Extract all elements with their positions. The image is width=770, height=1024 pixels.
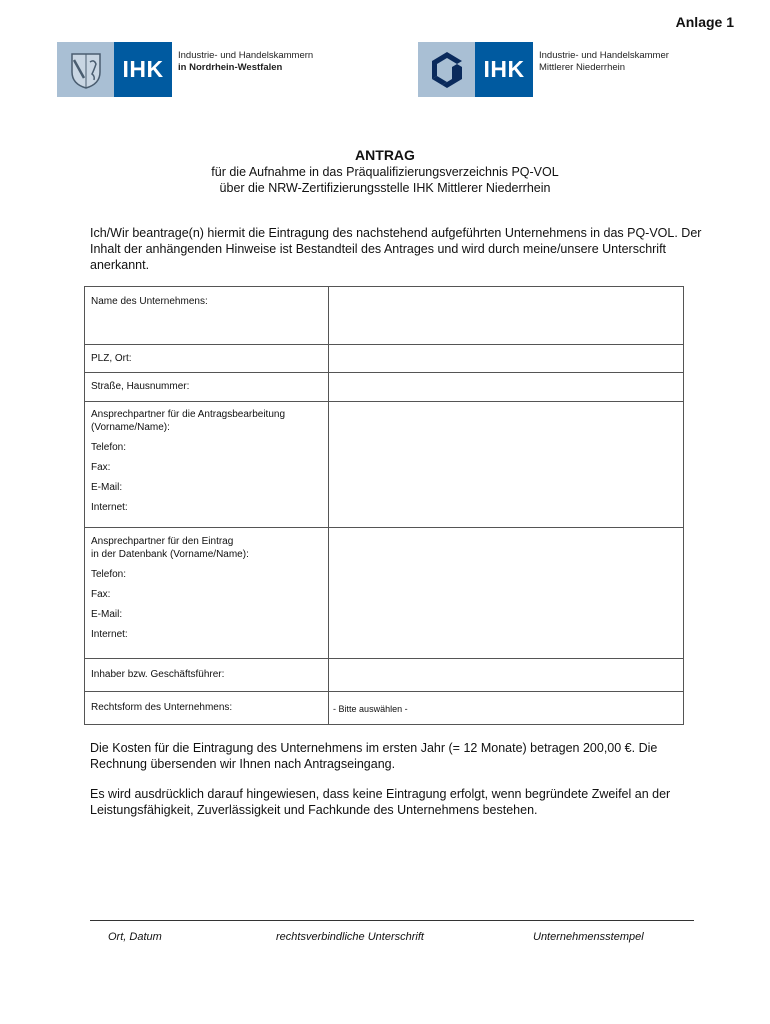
contact1-internet-label: Internet: bbox=[91, 502, 128, 513]
ihk-mn-logo-text bbox=[539, 50, 669, 97]
contact1-phone-label: Telefon: bbox=[91, 442, 127, 453]
street-field[interactable] bbox=[329, 373, 684, 402]
contact-database-labels bbox=[85, 528, 329, 659]
ihk-swirl-icon bbox=[418, 42, 475, 97]
document-title: ANTRAG bbox=[355, 147, 415, 163]
ihk-mittlerer-niederrhein-logo bbox=[418, 42, 669, 97]
costs-paragraph: Die Kosten für die Eintragung des Unternehmens im ersten Jahr (= 12 Monate) betragen 200,00 €. Die Rechnung übersenden wir Ihnen nach Antragseingang. bbox=[90, 741, 658, 771]
street-label: Straße, Hausnummer: bbox=[85, 373, 329, 402]
owner-field[interactable] bbox=[329, 659, 684, 692]
contact2-internet-label: Internet: bbox=[91, 629, 128, 640]
owner-label: Inhaber bzw. Geschäftsführer: bbox=[85, 659, 329, 692]
contact2-title-line1: Ansprechpartner für den Eintrag bbox=[91, 536, 234, 547]
place-date-label: Ort, Datum bbox=[108, 931, 162, 943]
document-subtitle-1: für die Aufnahme in das Präqualifizierungsverzeichnis PQ-VOL bbox=[211, 165, 559, 179]
contact1-title-line1: Ansprechpartner für die Antragsbearbeitung bbox=[91, 409, 286, 420]
company-name-field[interactable] bbox=[329, 287, 684, 345]
contact1-email-label: E-Mail: bbox=[91, 482, 123, 493]
signature-line bbox=[90, 920, 694, 921]
logo-right-line1: Industrie- und Handelskammer bbox=[539, 50, 669, 61]
logo-left-line1: Industrie- und Handelskammern bbox=[178, 50, 314, 61]
ihk-nrw-logo bbox=[57, 42, 313, 97]
nrw-coat-of-arms-icon bbox=[57, 42, 114, 97]
form-row-zip-city bbox=[85, 345, 684, 373]
zip-city-field[interactable] bbox=[329, 345, 684, 373]
logo-right-line2: Mittlerer Niederrhein bbox=[539, 62, 626, 73]
contact2-phone-label: Telefon: bbox=[91, 569, 127, 580]
legal-form-select-value: - Bitte auswählen - bbox=[333, 704, 408, 714]
form-row-owner bbox=[85, 659, 684, 692]
company-name-label: Name des Unternehmens: bbox=[85, 287, 329, 345]
notice-paragraph: Es wird ausdrücklich darauf hingewiesen, dass keine Eintragung erfolgt, wenn begründete Zweifel an der Leistungsfähigkeit, Zuverlässigkeit und Fachkunde des Unternehmens bestehen. bbox=[90, 787, 671, 817]
ihk-brand-box bbox=[114, 42, 172, 97]
contact1-fax-label: Fax: bbox=[91, 462, 111, 473]
legal-form-select[interactable] bbox=[329, 692, 684, 725]
signature-label: rechtsverbindliche Unterschrift bbox=[276, 931, 424, 943]
form-row-contact-application bbox=[85, 402, 684, 528]
form-row-contact-database bbox=[85, 528, 684, 659]
contact2-fax-label: Fax: bbox=[91, 589, 111, 600]
annex-label: Anlage 1 bbox=[675, 14, 734, 30]
contact-application-field[interactable] bbox=[329, 402, 684, 528]
company-stamp-label: Unternehmensstempel bbox=[533, 931, 644, 943]
contact1-title-line2: (Vorname/Name): bbox=[91, 422, 170, 433]
logo-left-line2: in Nordrhein-Westfalen bbox=[178, 62, 283, 73]
zip-city-label: PLZ, Ort: bbox=[85, 345, 329, 373]
contact-database-field[interactable] bbox=[329, 528, 684, 659]
ihk-brand-text: IHK bbox=[483, 56, 525, 82]
application-form-table bbox=[84, 286, 684, 725]
document-subtitle-2: über die NRW-Zertifizierungsstelle IHK Mittlerer Niederrhein bbox=[219, 181, 551, 195]
ihk-brand-box bbox=[475, 42, 533, 97]
contact2-email-label: E-Mail: bbox=[91, 609, 123, 620]
ihk-brand-text: IHK bbox=[122, 56, 164, 82]
contact2-title-line2: in der Datenbank (Vorname/Name): bbox=[91, 549, 249, 560]
legal-form-label: Rechtsform des Unternehmens: bbox=[85, 692, 329, 725]
ihk-nrw-logo-text bbox=[178, 50, 313, 97]
contact-application-labels bbox=[85, 402, 329, 528]
intro-paragraph: Ich/Wir beantrage(n) hiermit die Eintragung des nachstehend aufgeführten Unternehmens in das PQ-VOL. Der Inhalt der anhängenden Hinweise ist Bestandteil des Antrages und wird durch meine/unsere Unterschrift anerkannt. bbox=[90, 226, 702, 272]
form-row-company-name bbox=[85, 287, 684, 345]
form-row-street bbox=[85, 373, 684, 402]
form-row-legal-form bbox=[85, 692, 684, 725]
